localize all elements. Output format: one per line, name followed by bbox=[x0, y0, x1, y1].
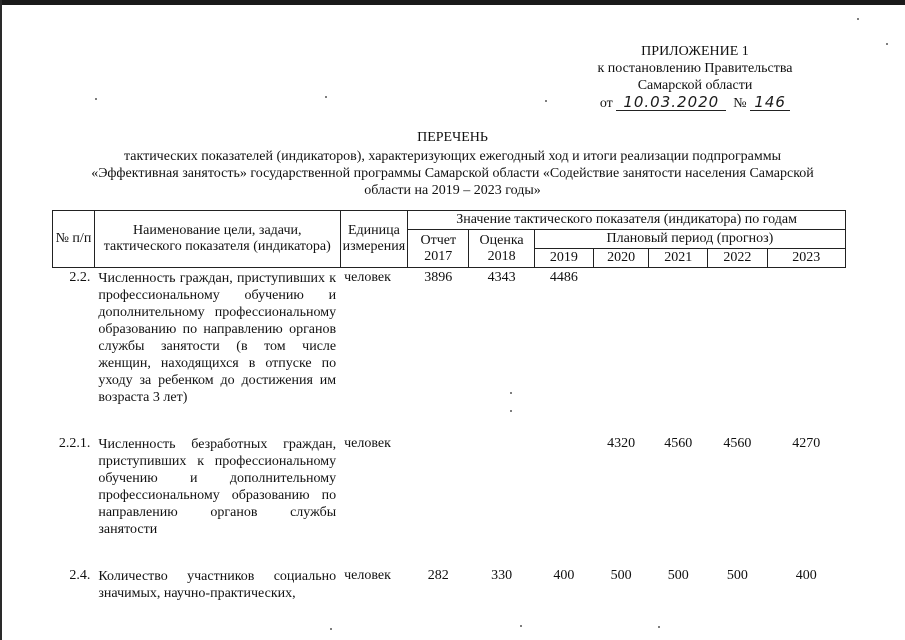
header-planned: Плановый период (прогноз) bbox=[534, 230, 845, 249]
row-value bbox=[469, 434, 534, 540]
row-value: 4270 bbox=[792, 436, 821, 451]
appendix-block bbox=[560, 43, 830, 112]
row-name: Численность безработных граждан, приступивших к профессиональному обучению и дополнительному профессиональному образованию по направлению органов службы занятости bbox=[98, 437, 337, 537]
scan-speck bbox=[857, 18, 859, 20]
appendix-region-line: Самарской области bbox=[637, 78, 753, 93]
scan-speck bbox=[658, 626, 660, 628]
header-year: 2020 bbox=[593, 249, 648, 268]
row-value: 4560 bbox=[664, 436, 693, 451]
header-unit: Единица измерения bbox=[340, 211, 408, 268]
row-value: 400 bbox=[553, 568, 575, 583]
row-value: 330 bbox=[491, 568, 513, 583]
header-num: № п/п bbox=[53, 211, 95, 268]
appendix-date-number-line bbox=[560, 95, 830, 112]
table-row bbox=[53, 434, 846, 540]
row-spacer bbox=[53, 408, 846, 434]
row-value: 282 bbox=[427, 568, 449, 583]
header-year: 2021 bbox=[649, 249, 708, 268]
header-year: 2019 bbox=[534, 249, 593, 268]
handwritten-date: 10.03.2020 bbox=[616, 95, 726, 111]
header-report-year: 2017 bbox=[424, 248, 453, 264]
row-value bbox=[708, 268, 767, 409]
document-title: ПЕРЕЧЕНЬ bbox=[417, 130, 488, 145]
header-values-group: Значение тактического показателя (индикатора) по годам bbox=[408, 211, 846, 230]
row-value bbox=[593, 268, 648, 409]
handwritten-number: 146 bbox=[750, 95, 790, 111]
row-value: 4560 bbox=[723, 436, 752, 451]
row-value bbox=[408, 434, 469, 540]
row-value: 500 bbox=[610, 568, 632, 583]
scan-speck bbox=[520, 625, 522, 627]
appendix-title: ПРИЛОЖЕНИЕ 1 bbox=[641, 44, 749, 59]
header-estimate-label: Оценка bbox=[479, 232, 524, 248]
row-value: 4486 bbox=[549, 270, 578, 285]
row-num: 2.2.1. bbox=[58, 436, 91, 451]
table-row bbox=[53, 566, 846, 604]
scan-top-edge bbox=[0, 0, 905, 5]
indicators-table bbox=[52, 210, 846, 604]
header-year: 2022 bbox=[708, 249, 767, 268]
row-value bbox=[534, 434, 593, 540]
header-report bbox=[408, 230, 469, 268]
header-estimate-year: 2018 bbox=[487, 248, 516, 264]
document-subtitle: тактических показателей (индикаторов), характеризующих ежегодный ход и итоги реализации подпрограммы «Эффективная занятость» государственной программы Самарской области «Содействие занятости населения Самарской области на 2019 – 2023 годы» bbox=[91, 149, 814, 198]
table-header-row bbox=[53, 211, 846, 230]
row-value: 4320 bbox=[607, 436, 636, 451]
row-value: 500 bbox=[726, 568, 748, 583]
row-num: 2.2. bbox=[69, 270, 91, 285]
row-unit: человек bbox=[344, 436, 391, 451]
row-value: 400 bbox=[795, 568, 817, 583]
header-estimate bbox=[469, 230, 534, 268]
scan-speck bbox=[545, 100, 547, 102]
number-label: № bbox=[733, 96, 747, 111]
row-value: 3896 bbox=[424, 270, 453, 285]
header-report-label: Отчет bbox=[420, 232, 457, 248]
scan-speck bbox=[330, 628, 332, 630]
from-label: от bbox=[599, 96, 613, 111]
table-row bbox=[53, 268, 846, 409]
row-name: Численность граждан, приступивших к профессиональному обучению и дополнительному профессиональному образованию по направлению органов службы занятости (в том числе женщин, находящихся в отпуске по уходу за ребенком до достижения им возраста 3 лет) bbox=[98, 271, 337, 405]
scan-speck bbox=[886, 43, 888, 45]
row-value: 500 bbox=[667, 568, 689, 583]
row-value bbox=[767, 268, 846, 409]
row-name: Количество участников социально значимых, научно-практических, bbox=[98, 569, 337, 601]
row-value: 4343 bbox=[487, 270, 516, 285]
row-unit: человек bbox=[344, 270, 391, 285]
row-spacer bbox=[53, 540, 846, 566]
scan-left-edge bbox=[0, 0, 2, 640]
row-value bbox=[649, 268, 708, 409]
scan-speck bbox=[95, 98, 97, 100]
header-year: 2023 bbox=[767, 249, 846, 268]
header-name: Наименование цели, задачи, тактического показателя (индикатора) bbox=[94, 211, 340, 268]
row-num: 2.4. bbox=[69, 568, 91, 583]
appendix-resolution-line: к постановлению Правительства bbox=[597, 61, 793, 76]
row-unit: человек bbox=[344, 568, 391, 583]
scan-speck bbox=[325, 96, 327, 98]
